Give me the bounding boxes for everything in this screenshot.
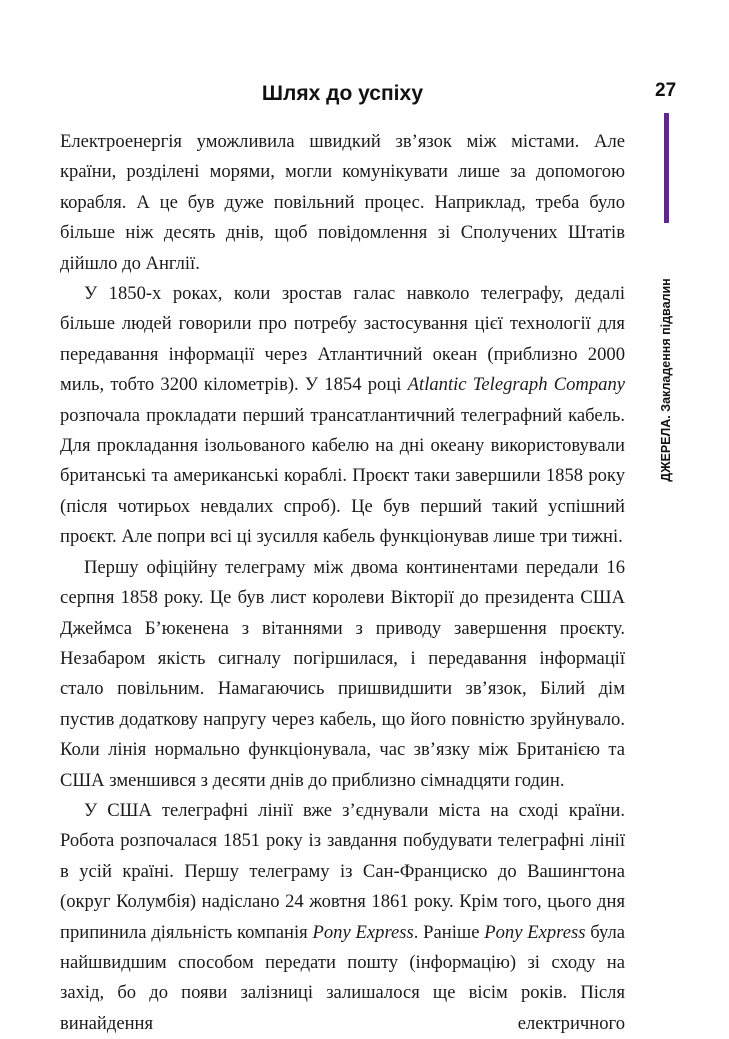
page-number: 27 [655,80,677,101]
paragraph-2-company-name: Atlantic Telegraph Company [407,374,625,396]
body-text [60,127,625,1039]
chapter-accent-bar [664,113,669,223]
paragraph-4-text-c: була найшвидшим способом передати пошту (інформацію) зі сходу на захід, бо до появи залізниці залишалося ще вісім років. Після винайдення електричного [60,921,626,1034]
paragraph-1-text: Електроенергія уможливила швидкий зв’язок між містами. Але країни, розділені морями, могли комунікувати лише за допомогою корабля. А це був дуже повільний процес. Наприклад, треба було більше ніж десять днів, щоб повідомлення зі Сполучених Штатів дійшло до Англії. [60,131,625,274]
paragraph-4-text-b: . Раніше [413,921,485,943]
paragraph-2-text-b: розпочала прокладати перший трансатлантичний телеграфний кабель. Для прокладання ізольованого кабелю на дні океану використовували британські та американські кораблі. Проєкт таки завершили 1858 року (після чотирьох невдалих спроб). Це був перший такий успішний проєкт. Але попри всі ці зусилля кабель функціонував лише три тижні. [60,404,625,548]
paragraph-3 [60,553,625,796]
paragraph-4-text-a: У США телеграфні лінії вже з’єднували міста на сході країни. Робота розпочалася 1851 року із завдання побудувати телеграфні лінії в усій країні. Першу телеграму із Сан-Франциско до Вашингтона (округ Колумбія) надіслано 24 жовтня 1861 року. Крім того, цього дня припинила діяльність компанія [60,799,625,943]
paragraph-2-text-a: У 1850-х роках, коли зростав галас навколо телеграфу, дедалі більше людей говорили про потребу застосування цієї технології для передавання інформації через Атлантичний океан (приблизно 2000 миль, тобто 3200 кілометрів). У 1854 році [60,283,625,396]
paragraph-2 [60,279,625,553]
paragraph-4-company-name-1: Pony Express [312,921,414,943]
running-title: Шлях до успіху [261,82,424,105]
paragraph-3-text: Першу офіційну телеграму між двома континентами передали 16 серпня 1858 року. Це був лист королеви Вікторії до президента США Джеймса Б’юкенена з вітаннями з приводу завершення проєкту. Незабаром якість сигналу погіршилася, і передавання інформації стало повільним. Намагаючись пришвидшити зв’язок, Білий дім пустив додаткову напругу через кабель, що його повністю зруйнувало. Коли лінія нормально функціонувала, час зв’язку між Британією та США зменшився з десяти днів до приблизно сімнадцяти годин. [60,556,625,791]
paragraph-4-company-name-2: Pony Express [484,921,586,943]
chapter-side-caption: ДЖЕРЕЛА. Закладення підвалин [659,278,673,482]
paragraph-1 [60,127,625,279]
paragraph-4 [60,796,625,1039]
